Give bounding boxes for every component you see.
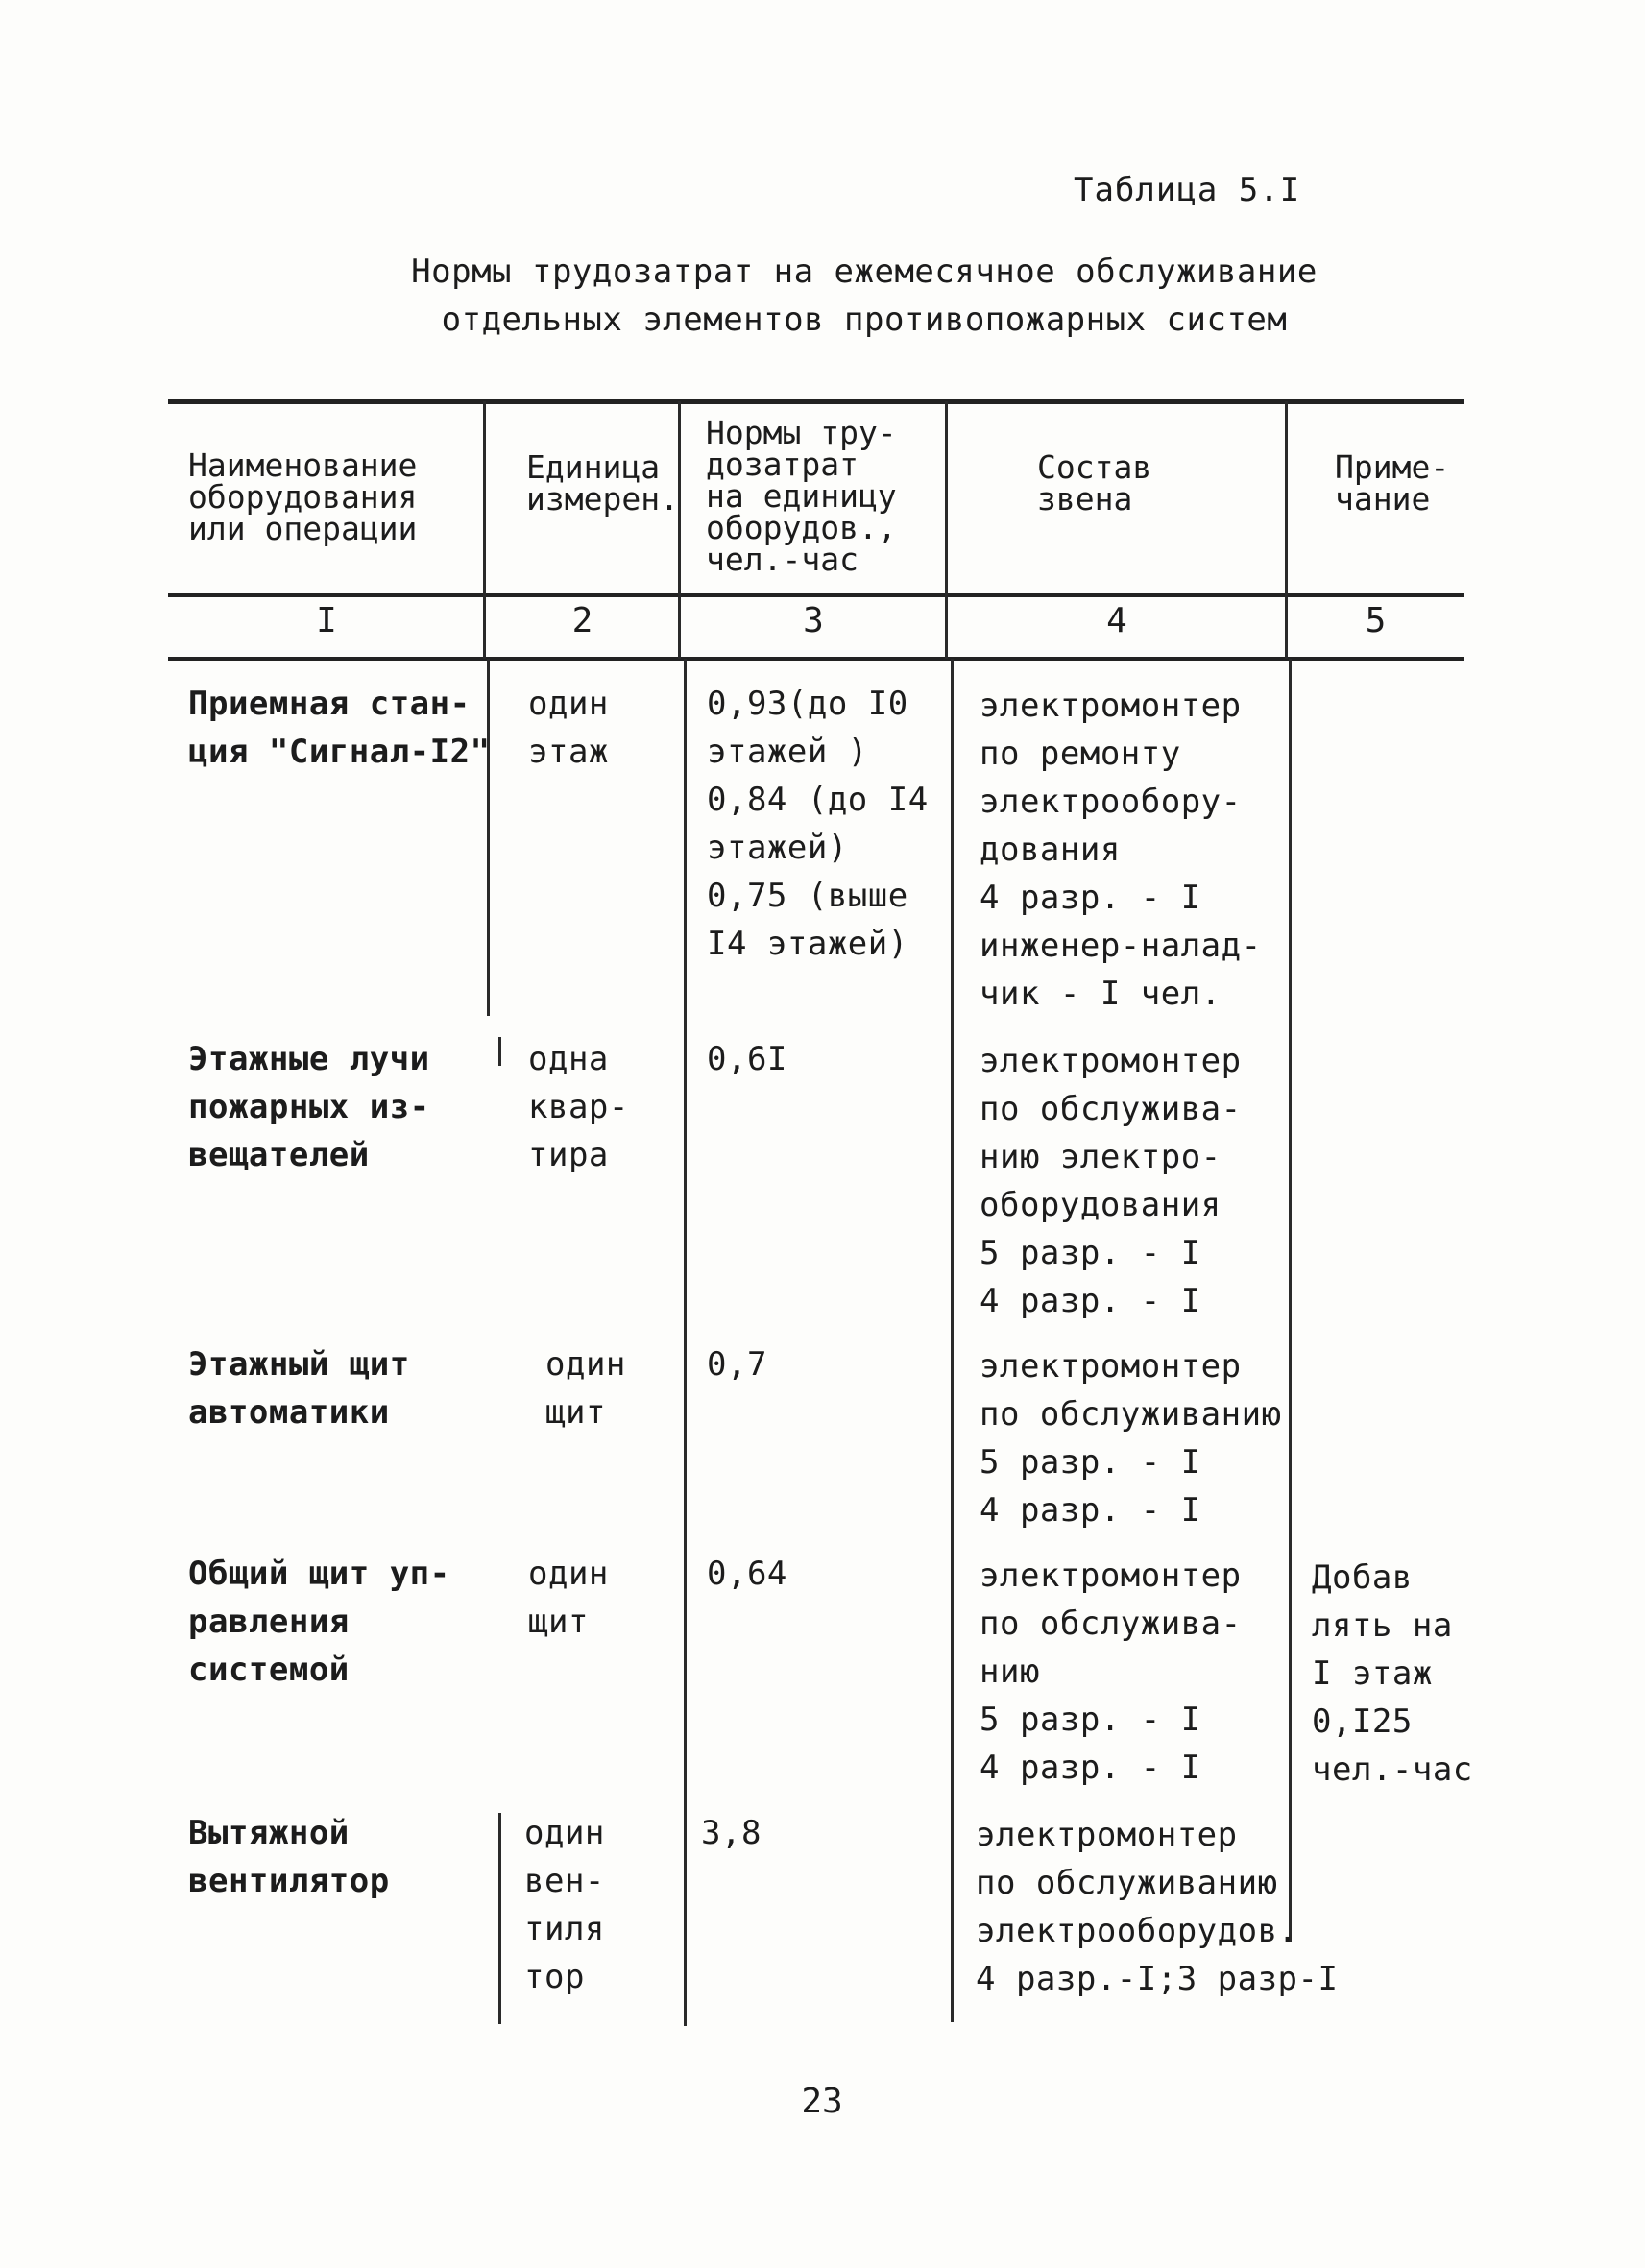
row-crew: электромонтер по обслужива- нию 5 разр. - I 4 разр. - I [980, 1556, 1242, 1787]
row-crew: электромонтер по обслуживанию электрооборудов. 4 разр.-I;3 разр-I [976, 1816, 1339, 1998]
column-divider [684, 659, 687, 2026]
column-number: I [316, 601, 337, 640]
row-norm: 3,8 [701, 1814, 762, 1852]
row-norm: 0,93(до I0 этажей ) 0,84 (до I4 этажей) 0,75 (выше I4 этажей) [707, 685, 929, 963]
header-bottom-rule [168, 593, 1464, 597]
column-divider [1289, 659, 1292, 1942]
table-title [288, 248, 1440, 344]
row-note: Добав лять на I этаж 0,I25 чел.-час [1312, 1558, 1473, 1789]
table-title-line: Нормы трудозатрат на ежемесячное обслуживание [411, 253, 1318, 291]
row-name: Вытяжной вентилятор [188, 1814, 390, 1900]
table-top-rule [168, 399, 1464, 404]
column-number: 2 [571, 601, 593, 640]
table-title-line: отдельных элементов противопожарных систем [441, 301, 1288, 339]
table-label: Таблица 5.I [1074, 171, 1301, 209]
header-note: Приме- чание [1335, 448, 1450, 518]
column-divider [951, 659, 954, 2022]
row-crew: электромонтер по обслуживанию 5 разр. - I 4 разр. - I [980, 1347, 1282, 1530]
row-norm: 0,64 [707, 1555, 787, 1593]
row-name: Этажные лучи пожарных из- вещателей [188, 1040, 430, 1174]
column-divider [498, 1813, 501, 2024]
row-name: Приемная стан- ция "Сигнал-I2" [188, 685, 491, 771]
header-name: Наименование оборудования или операции [188, 446, 418, 547]
row-norm: 0,7 [707, 1345, 767, 1384]
row-norm: 0,6I [707, 1040, 787, 1078]
row-unit: один щит [528, 1555, 609, 1641]
row-unit: один щит [545, 1345, 626, 1432]
row-unit: один этаж [528, 685, 609, 771]
page-number: 23 [801, 2082, 843, 2121]
header-crew: Состав звена [1037, 448, 1152, 518]
row-name: Общий щит уп- равления системой [188, 1555, 450, 1689]
row-unit: один вен- тиля тор [524, 1814, 605, 1996]
column-number: 3 [803, 601, 824, 640]
row-crew: электромонтер по ремонту электрообору- дования 4 разр. - I инженер-налад- чик - I чел. [980, 687, 1262, 1013]
column-number: 5 [1365, 601, 1387, 640]
row-name: Этажный щит автоматики [188, 1345, 410, 1432]
column-number: 4 [1106, 601, 1127, 640]
header-unit: Единица измерен. [526, 448, 679, 518]
row-crew: электромонтер по обслужива- нию электро- оборудования 5 разр. - I 4 разр. - I [980, 1042, 1242, 1320]
column-divider [498, 1037, 501, 1066]
row-unit: одна квар- тира [528, 1040, 629, 1174]
header-norm: Нормы тру- дозатрат на единицу оборудов., чел.-час [706, 414, 897, 578]
column-numbers-bottom-rule [168, 657, 1464, 661]
